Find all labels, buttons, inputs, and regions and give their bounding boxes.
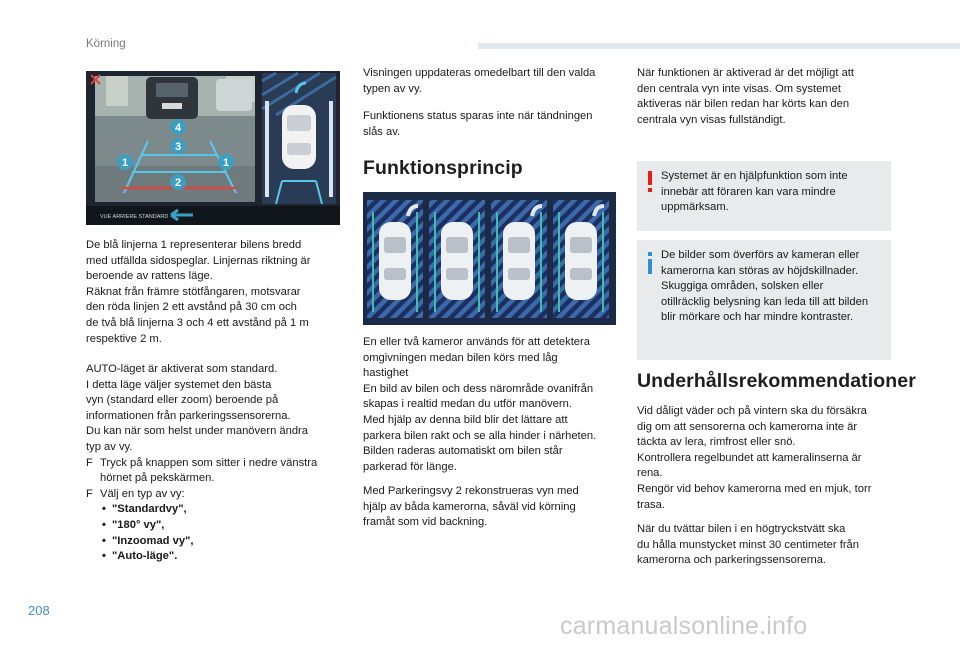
view-type-item: • "180° vy", <box>86 518 348 534</box>
text-line: framåt som vid backning. <box>363 516 488 529</box>
warning-text <box>661 169 881 216</box>
svg-text:2: 2 <box>174 177 182 189</box>
text-line: I detta läge väljer systemet den bästa <box>86 378 272 391</box>
text-line: Skuggiga områden, solsken eller <box>661 280 824 293</box>
status-text <box>363 109 625 140</box>
text-line: typen av vy. <box>363 82 422 95</box>
text-line: aktiveras när bilen redan har körts kan den <box>637 98 850 111</box>
washing-text <box>637 522 899 569</box>
text-line: Funktionens status sparas inte när tändningen <box>363 110 593 122</box>
watermark: carmanualsonline.info <box>560 612 808 640</box>
text-line: En eller två kameror används för att detektera <box>363 336 590 348</box>
text-line: När du tvättar bilen i en högtryckstvätt ska <box>637 523 846 535</box>
text-line: otillräcklig belysning kan leda till att bilden <box>661 295 869 308</box>
text-line: Kontrollera regelbundet att kameralinserna är <box>637 451 862 464</box>
view-type-item: • "Standardvy", <box>86 502 348 518</box>
warning-exclamation-icon <box>646 171 654 193</box>
text-line: Välj en typ av vy: <box>100 487 185 500</box>
text-line: rena. <box>637 467 663 480</box>
text-line: uppmärksam. <box>661 201 729 214</box>
text-line: de två blå linjerna 3 och 4 ett avstånd på 1 m <box>86 316 309 329</box>
text-line: Räknat från främre stötfångaren, motsvarar <box>86 285 301 298</box>
text-line: respektive 2 m. <box>86 332 162 345</box>
text-line: parkera bilen rakt och se alla hinder i närheten. <box>363 429 597 442</box>
svg-text:1: 1 <box>121 157 129 169</box>
text-line: du hålla munstycket minst 30 centimeter från <box>637 538 859 551</box>
text-line: Systemet är en hjälpfunktion som inte <box>661 170 848 182</box>
text-line: blir mörkare och har mindre kontraster. <box>661 311 854 324</box>
text-line: hastighet <box>363 367 409 380</box>
svg-text:4: 4 <box>174 122 182 134</box>
check-icon: F <box>86 456 93 469</box>
view-type-list <box>86 502 348 564</box>
text-line: Rengör vid behov kamerorna med en mjuk, torr <box>637 482 872 495</box>
heading-underhall: Underhållsrekommendationer <box>637 370 916 392</box>
text-line: informationen från parkeringssensorerna. <box>86 409 291 422</box>
text-line: innebär att föraren kan vara mindre <box>661 185 836 198</box>
image-label-text: VUE ARRIERE STANDARD <box>100 214 169 220</box>
text-line: slås av. <box>363 125 401 138</box>
view-update-text <box>363 66 625 97</box>
step-item <box>86 456 348 472</box>
text-line: den centrala vyn inte visas. Om systemet <box>637 82 841 95</box>
text-line: AUTO-läget är aktiverat som standard. <box>86 363 278 375</box>
text-line: Tryck på knappen som sitter i nedre vänstra <box>100 456 318 469</box>
section-title: Körning <box>86 38 126 50</box>
text-line: Vid dåligt väder och på vintern ska du försäkra <box>637 405 867 417</box>
text-line: dig om att sensorerna och kamerorna inte är <box>637 420 858 433</box>
info-note <box>637 240 891 360</box>
central-view-text <box>637 66 899 128</box>
info-text <box>661 248 881 326</box>
text-line: De bilder som överförs av kameran eller <box>661 249 860 261</box>
text-line: den röda linjen 2 ett avstånd på 30 cm och <box>86 301 297 314</box>
text-line: parkerad för länge. <box>363 460 457 473</box>
principle-description <box>363 335 625 475</box>
rear-camera-image <box>86 71 340 225</box>
view-type-item: • "Inzoomad vy", <box>86 534 348 550</box>
svg-text:1: 1 <box>222 157 230 169</box>
text-line: Bilden raderas automatiskt om bilen står <box>363 445 563 458</box>
text-line: vyn (standard eller zoom) beroende på <box>86 394 279 407</box>
text-line: Med Parkeringsvy 2 rekonstrueras vyn med <box>363 485 579 497</box>
text-line: hörnet på pekskärmen. <box>100 472 215 485</box>
warning-note <box>637 161 891 231</box>
text-line: typ av vy. <box>86 440 133 453</box>
text-line: Med hjälp av denna bild blir det lättare att <box>363 413 568 426</box>
text-line: omgivningen medan bilen körs med låg <box>363 351 558 364</box>
text-line: När funktionen är aktiverad är det möjligt att <box>637 67 855 79</box>
page-number: 208 <box>28 603 50 618</box>
maintenance-text <box>637 404 899 513</box>
text-line: med utfällda sidospeglar. Linjernas riktning är <box>86 254 311 267</box>
text-line: kamerorna och parkeringssensorerna. <box>637 554 827 567</box>
parking-topview-image <box>363 192 616 325</box>
view-type-item: • "Auto-läge". <box>86 549 348 565</box>
text-line: skapas i realtid medan du utför manövern. <box>363 398 572 411</box>
header-bar <box>478 43 960 49</box>
text-line: En bild av bilen och dess närområde ovanifrån <box>363 382 594 395</box>
svg-text:3: 3 <box>174 141 182 153</box>
text-line: De blå linjerna 1 representerar bilens bredd <box>86 239 302 251</box>
text-line: Visningen uppdateras omedelbart till den valda <box>363 67 596 79</box>
text-line: beroende av rattens läge. <box>86 270 213 283</box>
text-line: hjälp av båda kamerorna, såväl vid körning <box>363 500 576 513</box>
auto-mode-description <box>86 362 348 565</box>
guide-lines-description <box>86 238 348 347</box>
info-i-icon <box>646 252 654 274</box>
text-line: trasa. <box>637 498 665 511</box>
check-icon: F <box>86 487 93 500</box>
parking-view-2-text <box>363 484 625 531</box>
text-line: centrala vyn visas fullständigt. <box>637 113 786 126</box>
text-line: täckta av lera, rimfrost eller snö. <box>637 436 796 449</box>
text-line: kamerorna kan störas av höjdskillnader. <box>661 264 859 277</box>
heading-funktionsprincip: Funktionsprincip <box>363 157 523 179</box>
step-item <box>86 487 348 503</box>
text-line: Du kan när som helst under manövern ändra <box>86 425 309 438</box>
